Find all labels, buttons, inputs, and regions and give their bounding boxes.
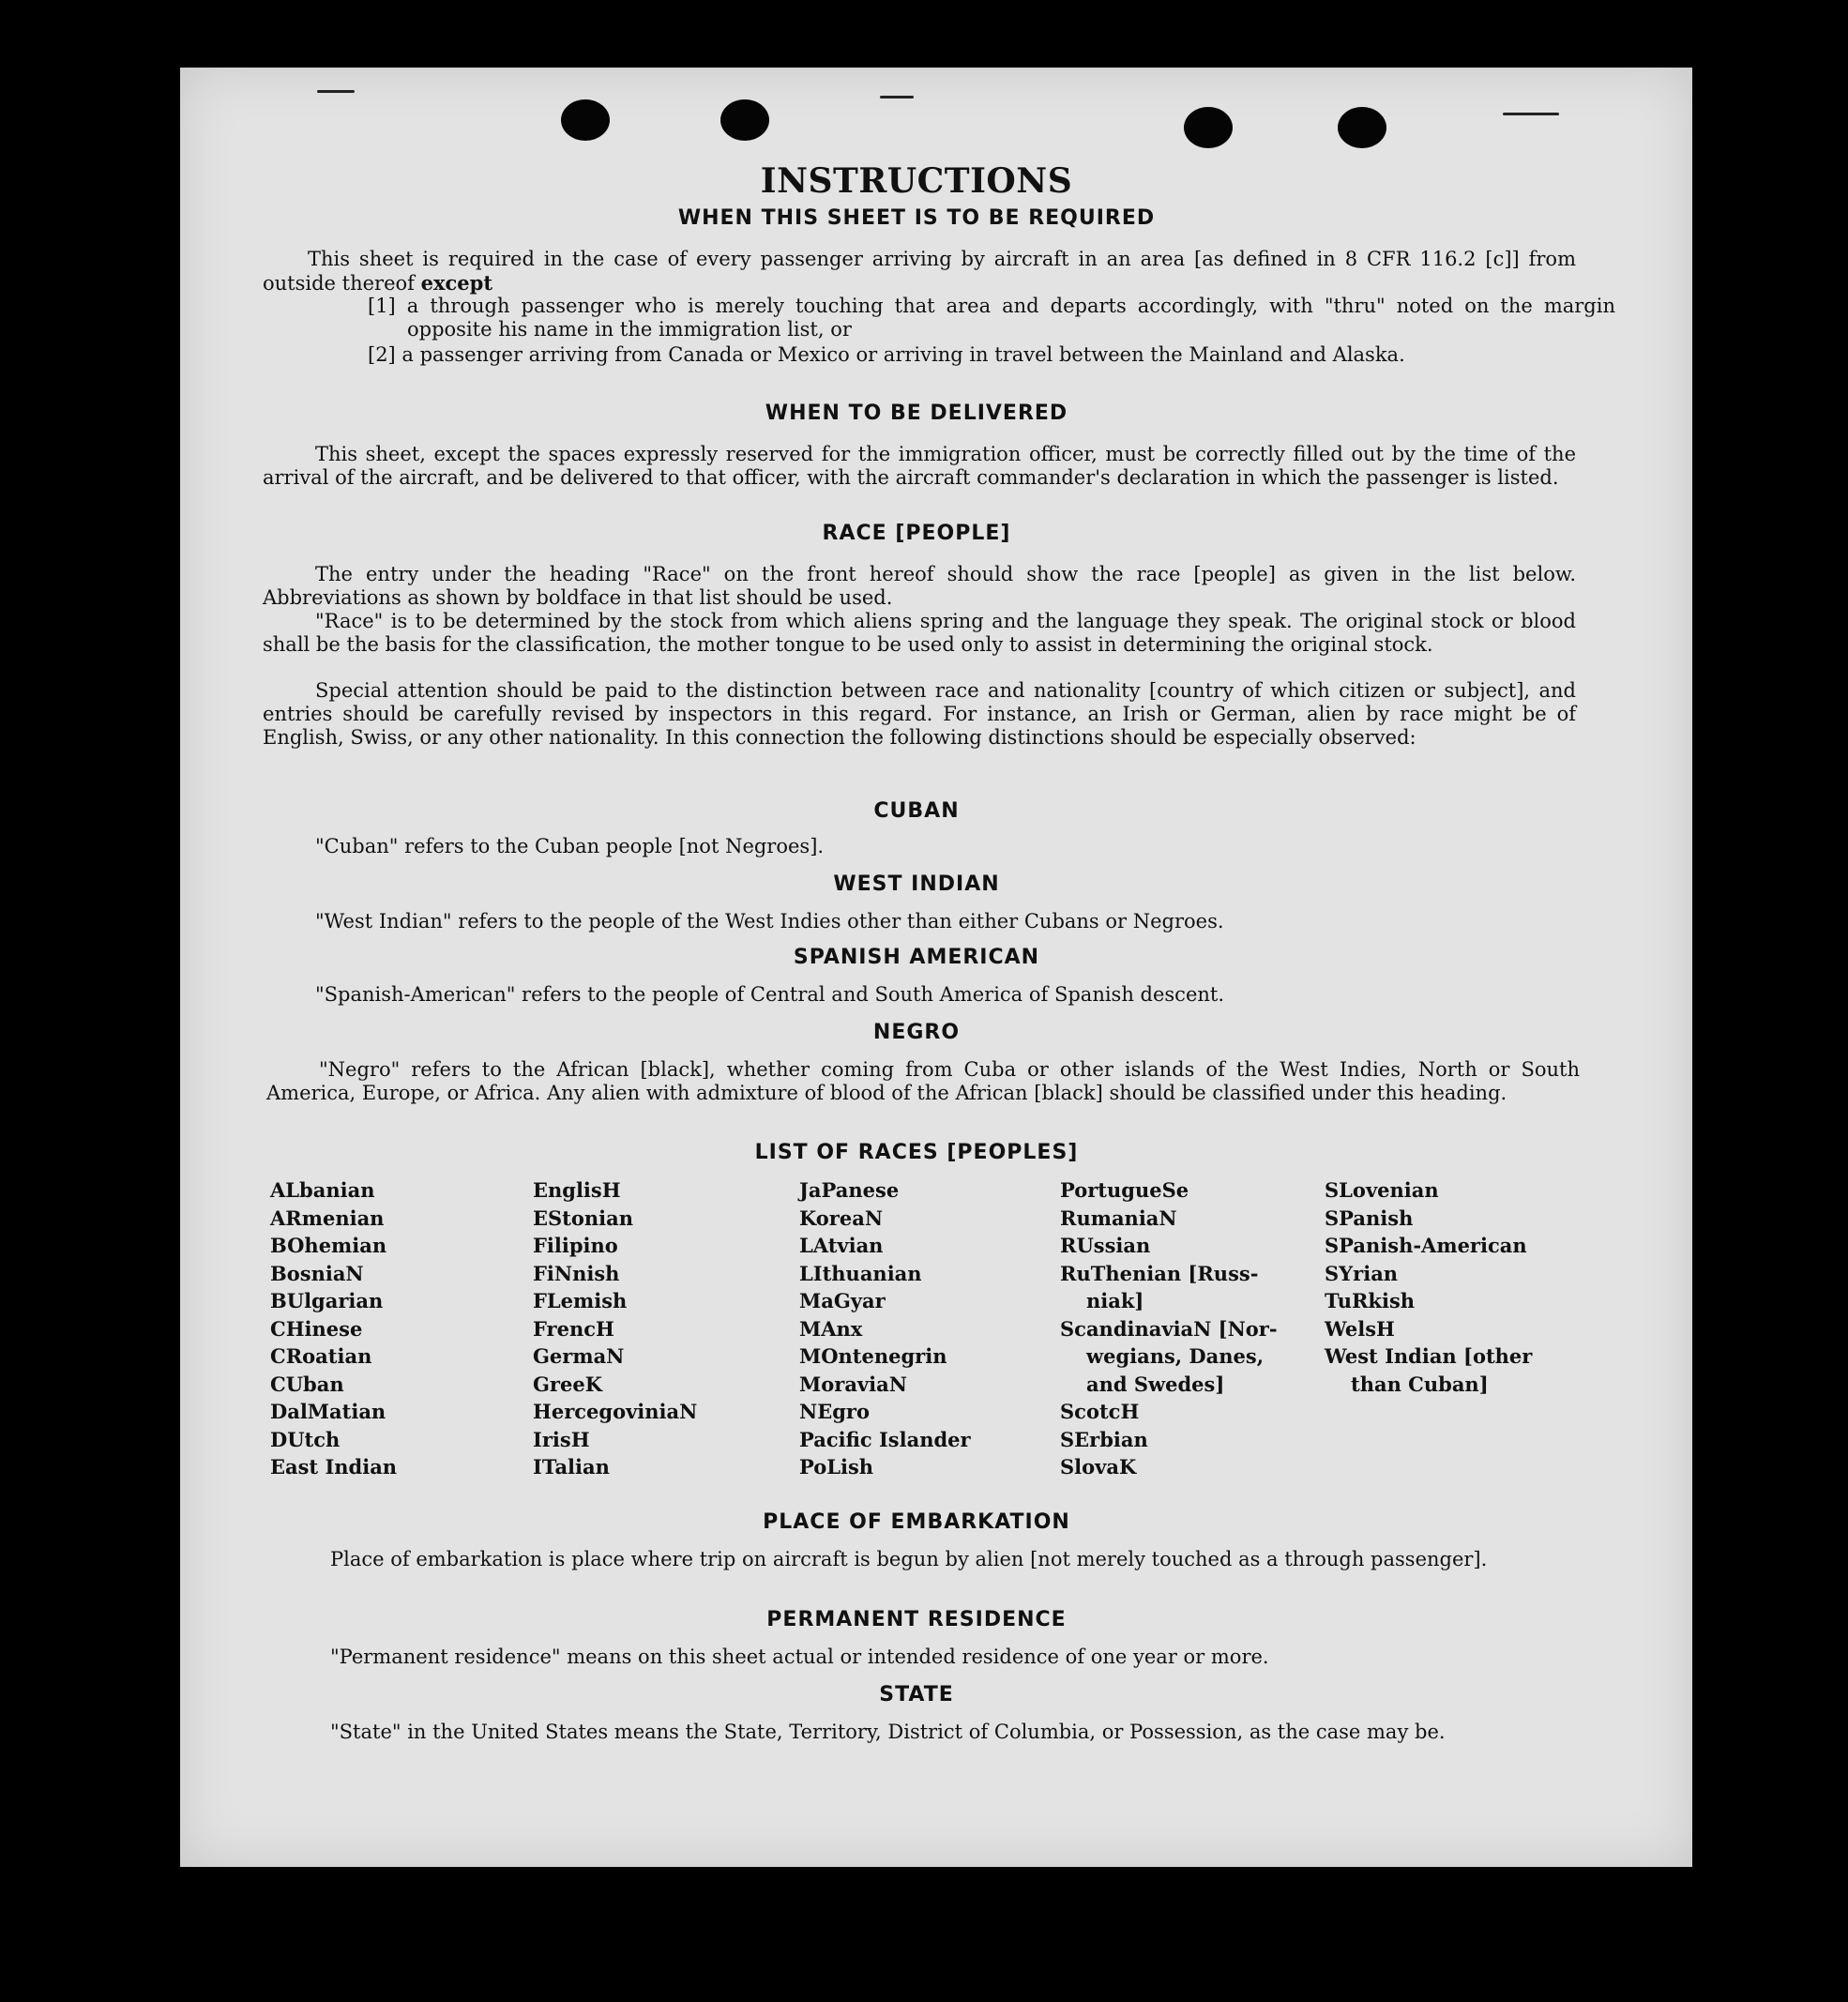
scan-speck <box>317 90 355 93</box>
section-heading: PERMANENT RESIDENCE <box>766 1608 1067 1631</box>
race-item: FLemish <box>533 1289 628 1312</box>
race-item: GreeK <box>533 1372 602 1396</box>
race-item: and Swedes] <box>1086 1372 1225 1396</box>
paragraph: Place of embarkation is place where trip on aircraft is begun by alien [not merely touched as a through passenger]. <box>330 1548 1488 1570</box>
document-page <box>180 68 1692 1867</box>
race-item: TuRkish <box>1325 1289 1416 1312</box>
section-heading: NEGRO <box>872 1021 961 1044</box>
race-item: DalMatian <box>270 1400 386 1423</box>
section-heading: STATE <box>879 1683 954 1706</box>
paragraph: "Spanish-American" refers to the people of Central and South America of Spanish descent. <box>315 983 1225 1006</box>
race-item: SlovaK <box>1060 1455 1137 1479</box>
paragraph: "Negro" refers to the African [black], whether coming from Cuba or other islands of the West Indies, North or South America, Europe, or Africa. Any alien with admixture of blood of the African [black] should be classified under this heading. <box>266 1058 1580 1104</box>
race-item: KoreaN <box>799 1206 884 1230</box>
section-heading: WHEN THIS SHEET IS TO BE REQUIRED <box>677 206 1156 230</box>
list-item: [1] a through passenger who is merely touching that area and departs accordingly, with "thru" noted on the margin opposite his name in the immigration list, or <box>368 295 1615 341</box>
race-item: BUlgarian <box>270 1289 384 1312</box>
paragraph: This sheet is required in the case of every passenger arriving by aircraft in an area [as defined in 8 CFR 116.2 [c]] from outside thereof except <box>263 248 1576 295</box>
races-column-2 <box>533 1176 697 1481</box>
races-column-3 <box>799 1176 971 1481</box>
race-item: ScotcH <box>1060 1400 1140 1423</box>
race-item: GermaN <box>533 1344 625 1368</box>
paragraph: "West Indian" refers to the people of the West Indies other than either Cubans or Negroes. <box>315 910 1224 933</box>
race-item: MoraviaN <box>799 1372 907 1396</box>
race-item: FrencH <box>533 1316 614 1341</box>
races-column-5 <box>1325 1176 1532 1398</box>
race-item: MAnx <box>799 1316 863 1341</box>
race-item: RumaniaN <box>1060 1206 1177 1230</box>
race-item: PoLish <box>799 1455 874 1479</box>
race-item: MaGyar <box>799 1289 886 1312</box>
race-item: PortugueSe <box>1060 1178 1189 1202</box>
race-item: FiNnish <box>533 1261 620 1285</box>
race-item: Filipino <box>533 1234 618 1257</box>
races-column-4 <box>1060 1176 1278 1481</box>
race-item: WelsH <box>1325 1316 1395 1341</box>
punch-hole <box>1184 107 1233 148</box>
race-item: IrisH <box>533 1427 590 1451</box>
race-item: MOntenegrin <box>799 1344 947 1368</box>
section-heading: SPANISH AMERICAN <box>793 946 1040 969</box>
race-item: ARmenian <box>270 1206 385 1230</box>
paragraph: This sheet, except the spaces expressly reserved for the immigration officer, must be correctly filled out by the time of the arrival of the aircraft, and be delivered to that officer, with the aircraft commander's declaration in which the passenger is listed. <box>263 443 1576 489</box>
race-item: BosniaN <box>270 1261 364 1285</box>
paragraph: "Cuban" refers to the Cuban people [not Negroes]. <box>315 835 825 857</box>
races-list <box>270 1176 1602 1486</box>
paragraph: "Race" is to be determined by the stock from which aliens spring and the language they speak. The original stock or blood shall be the basis for the classification, the mother tongue to be used only to assist in determining the original stock. <box>263 610 1576 656</box>
section-heading: LIST OF RACES [PEOPLES] <box>754 1141 1079 1164</box>
race-item: CUban <box>270 1372 344 1396</box>
race-item: West Indian [other <box>1325 1344 1533 1368</box>
punch-hole <box>1338 107 1386 148</box>
section-heading: WHEN TO BE DELIVERED <box>765 402 1068 425</box>
race-item: CHinese <box>270 1316 363 1341</box>
race-item: East Indian <box>270 1455 398 1479</box>
race-item: BOhemian <box>270 1234 387 1257</box>
scan-speck <box>1503 113 1559 115</box>
race-item: ScandinaviaN [Nor- <box>1060 1316 1278 1341</box>
punch-hole <box>561 99 610 141</box>
races-column-1 <box>270 1176 397 1481</box>
punch-hole <box>720 99 769 141</box>
race-item: RUssian <box>1060 1234 1151 1257</box>
race-item: RuThenian [Russ- <box>1060 1261 1259 1285</box>
race-item: Pacific Islander <box>799 1427 971 1451</box>
race-item: ITalian <box>533 1455 610 1479</box>
race-item: ALbanian <box>270 1178 375 1202</box>
race-item: NEgro <box>799 1400 870 1423</box>
section-heading: CUBAN <box>873 799 960 823</box>
race-item: EnglisH <box>533 1178 621 1202</box>
scan-speck <box>880 96 914 99</box>
race-item: niak] <box>1086 1289 1144 1312</box>
race-item: EStonian <box>533 1206 633 1230</box>
race-item: CRoatian <box>270 1344 372 1368</box>
race-item: HercegoviniaN <box>533 1400 698 1423</box>
race-item: JaPanese <box>799 1178 900 1202</box>
race-item: SLovenian <box>1325 1178 1439 1202</box>
race-item: wegians, Danes, <box>1086 1344 1264 1368</box>
paragraph: "State" in the United States means the State, Territory, District of Columbia, or Possession, as the case may be. <box>330 1721 1446 1743</box>
race-item: SPanish-American <box>1325 1234 1527 1257</box>
section-heading: PLACE OF EMBARKATION <box>763 1510 1070 1534</box>
paragraph: Special attention should be paid to the distinction between race and nationality [country of which citizen or subject], and entries should be carefully revised by inspectors in this regard. For instance, an Irish or German, alien by race might be of English, Swiss, or any other nationality. In this connection the following distinctions should be especially observed: <box>263 679 1576 749</box>
page-title: INSTRUCTIONS <box>760 161 1073 201</box>
section-heading: WEST INDIAN <box>833 872 1000 896</box>
paragraph: The entry under the heading "Race" on the front hereof should show the race [people] as given in the list below. Abbreviations as shown by boldface in that list should be used. <box>263 563 1576 609</box>
race-item: SYrian <box>1325 1261 1399 1285</box>
section-heading: RACE [PEOPLE] <box>822 522 1011 545</box>
race-item: DUtch <box>270 1427 341 1451</box>
race-item: LIthuanian <box>799 1261 922 1285</box>
race-item: SPanish <box>1325 1206 1414 1230</box>
paragraph: "Permanent residence" means on this sheet actual or intended residence of one year or more. <box>330 1646 1269 1668</box>
race-item: than Cuban] <box>1351 1372 1489 1396</box>
race-item: LAtvian <box>799 1234 884 1257</box>
race-item: SErbian <box>1060 1427 1148 1451</box>
list-item: [2] a passenger arriving from Canada or Mexico or arriving in travel between the Mainland and Alaska. <box>368 343 1405 366</box>
